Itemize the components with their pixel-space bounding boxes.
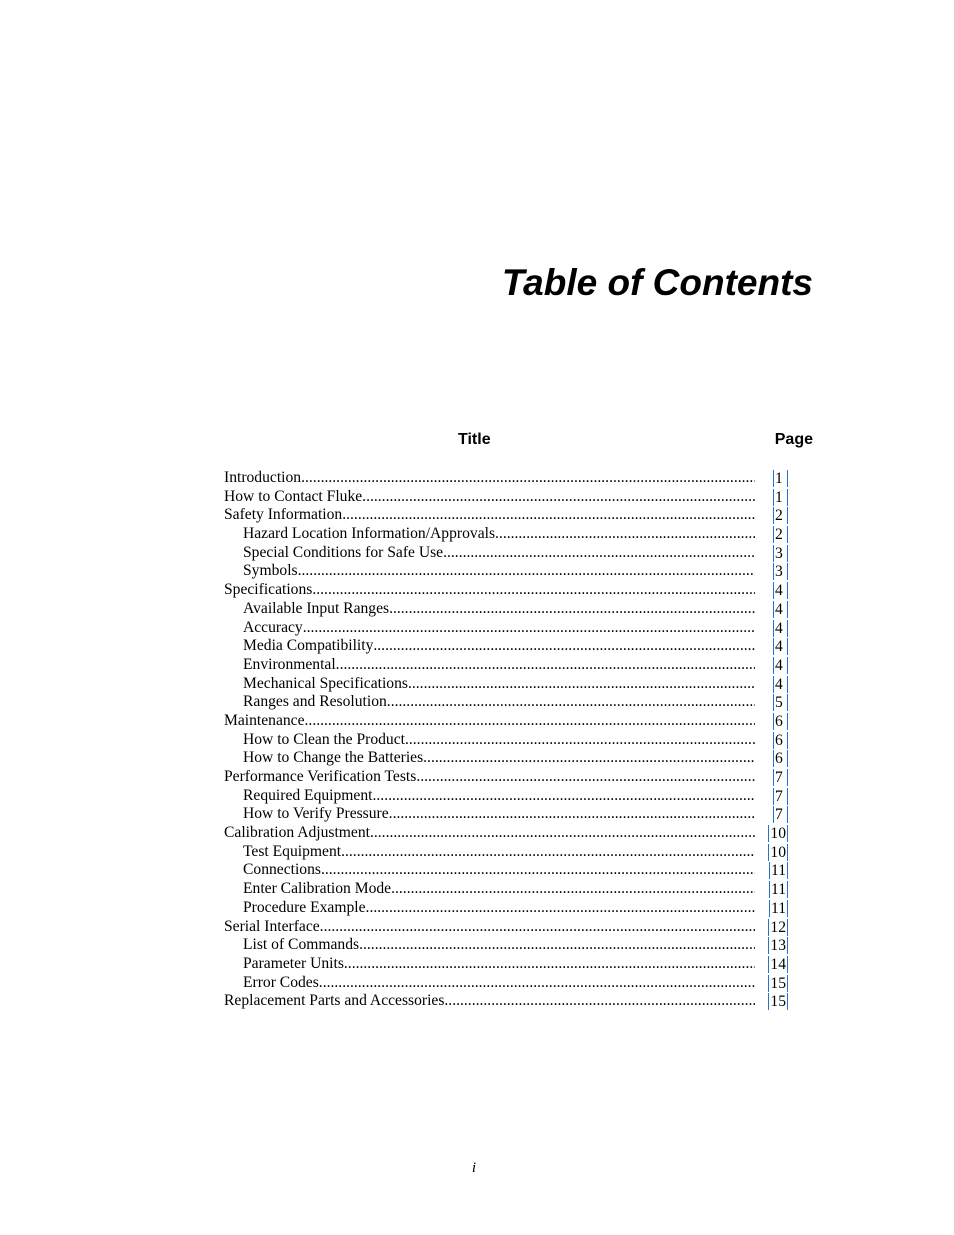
toc-entry[interactable]: [224, 600, 814, 619]
toc-entry[interactable]: [224, 562, 814, 581]
toc-entry[interactable]: [224, 861, 814, 880]
toc-page-link[interactable]: 3: [773, 545, 788, 562]
toc-entry[interactable]: [224, 749, 814, 768]
toc-entry-title[interactable]: How to Contact Fluke: [224, 487, 363, 505]
toc-page-link[interactable]: 4: [773, 676, 788, 693]
dot-leader: [320, 918, 755, 937]
dot-leader: [303, 619, 755, 638]
dot-leader: [359, 936, 755, 955]
dot-leader: [366, 899, 755, 918]
dot-leader: [298, 562, 755, 581]
toc-entry-title[interactable]: Connections: [243, 861, 321, 879]
toc-page-link[interactable]: 4: [773, 601, 788, 618]
toc-page-link[interactable]: 4: [773, 657, 788, 674]
toc-entry-title[interactable]: Specifications: [224, 581, 313, 599]
toc-entry[interactable]: [224, 955, 814, 974]
dot-leader: [301, 469, 755, 488]
toc-page-link[interactable]: 4: [773, 638, 788, 655]
toc-entry[interactable]: [224, 488, 814, 507]
dot-leader: [305, 712, 755, 731]
dot-leader: [387, 693, 755, 712]
toc-entry[interactable]: [224, 843, 814, 862]
toc-page-link[interactable]: 1: [773, 489, 788, 506]
table-of-contents: [224, 469, 814, 1011]
toc-entry-title[interactable]: List of Commands: [243, 936, 360, 954]
dot-leader: [423, 749, 755, 768]
dot-leader: [312, 581, 755, 600]
toc-entry[interactable]: [224, 469, 814, 488]
toc-page-link[interactable]: 7: [773, 788, 788, 805]
toc-entry-title[interactable]: Environmental: [243, 655, 336, 673]
toc-entry-title[interactable]: Calibration Adjustment: [224, 824, 370, 842]
dot-leader: [389, 600, 755, 619]
dot-leader: [408, 675, 755, 694]
toc-entry[interactable]: [224, 824, 814, 843]
toc-entry[interactable]: [224, 637, 814, 656]
toc-entry-title[interactable]: How to Change the Batteries: [243, 749, 424, 767]
dot-leader: [444, 992, 755, 1011]
toc-entry-title[interactable]: Introduction: [224, 469, 302, 486]
toc-entry[interactable]: [224, 544, 814, 563]
toc-entry-title[interactable]: How to Clean the Product: [243, 730, 405, 748]
dot-leader: [342, 506, 755, 525]
toc-entry-title[interactable]: Mechanical Specifications: [243, 674, 408, 692]
toc-entry-title[interactable]: Error Codes: [243, 973, 319, 991]
toc-page-link[interactable]: 4: [773, 582, 788, 599]
toc-page-link[interactable]: 11: [770, 862, 786, 880]
toc-entry-title[interactable]: Special Conditions for Safe Use: [243, 543, 444, 561]
toc-entry-title[interactable]: Performance Verification Tests: [224, 768, 417, 785]
toc-page-link[interactable]: 3: [773, 563, 788, 580]
toc-entry[interactable]: [224, 731, 814, 750]
dot-leader: [321, 861, 755, 880]
page-column-header: Page: [774, 431, 813, 448]
toc-entry-title[interactable]: Enter Calibration Mode: [243, 880, 392, 898]
toc-entry[interactable]: [224, 768, 814, 787]
toc-entry[interactable]: [224, 506, 814, 525]
toc-page-link[interactable]: 14: [770, 955, 786, 973]
toc-page-link[interactable]: 15: [770, 974, 786, 992]
dot-leader: [341, 843, 755, 862]
toc-entry[interactable]: [224, 787, 814, 806]
title-column-header: Title: [458, 431, 491, 448]
dot-leader: [416, 768, 755, 787]
dot-leader: [391, 880, 755, 899]
toc-entry[interactable]: [224, 805, 814, 824]
toc-page-link[interactable]: 5: [773, 694, 788, 711]
toc-page-link[interactable]: 12: [770, 918, 786, 936]
toc-entry-title[interactable]: Serial Interface: [224, 917, 320, 935]
dot-leader: [495, 525, 755, 544]
toc-page-link[interactable]: 4: [773, 620, 788, 637]
toc-entry-title[interactable]: Maintenance: [224, 711, 305, 729]
dot-leader: [443, 544, 755, 563]
dot-leader: [373, 637, 755, 656]
toc-page-link[interactable]: 2: [773, 526, 788, 543]
footer-page-number: i: [471, 1160, 477, 1176]
toc-page-link[interactable]: 11: [770, 899, 786, 917]
toc-page-link[interactable]: 6: [773, 732, 788, 749]
page-title: Table of Contents: [501, 262, 813, 303]
toc-entry-title[interactable]: Symbols: [243, 562, 298, 580]
toc-entry-title[interactable]: Media Compatibility: [243, 637, 374, 655]
toc-entry[interactable]: [224, 525, 814, 544]
toc-page-link[interactable]: 6: [773, 750, 788, 767]
toc-entry-title[interactable]: Parameter Units: [243, 954, 344, 972]
toc-entry-title[interactable]: Safety Information: [224, 506, 343, 524]
dot-leader: [373, 787, 755, 806]
dot-leader: [389, 805, 755, 824]
dot-leader: [319, 974, 755, 993]
toc-page-link[interactable]: 2: [773, 507, 788, 524]
toc-entry-title[interactable]: Required Equipment: [243, 786, 373, 804]
toc-entry[interactable]: [224, 992, 814, 1011]
toc-entry[interactable]: [224, 693, 814, 712]
toc-entry[interactable]: [224, 899, 814, 918]
toc-entry[interactable]: [224, 675, 814, 694]
toc-entry[interactable]: [224, 656, 814, 675]
toc-page-link[interactable]: 6: [773, 713, 788, 730]
toc-entry-title[interactable]: Hazard Location Information/Approvals: [243, 525, 496, 543]
toc-entry[interactable]: [224, 581, 814, 600]
toc-page-link[interactable]: 13: [770, 937, 786, 955]
toc-entry[interactable]: [224, 880, 814, 899]
dot-leader: [344, 955, 755, 974]
toc-entry-title[interactable]: Available Input Ranges: [243, 599, 390, 617]
dot-leader: [405, 731, 755, 750]
toc-page-link[interactable]: 7: [773, 769, 788, 786]
toc-entry-title[interactable]: Ranges and Resolution: [243, 693, 387, 711]
toc-entry[interactable]: [224, 974, 814, 993]
toc-entry[interactable]: [224, 619, 814, 638]
toc-page-link[interactable]: 10: [770, 843, 786, 861]
toc-entry-title[interactable]: How to Verify Pressure: [243, 805, 389, 823]
toc-entry-title[interactable]: Replacement Parts and Accessories: [224, 992, 445, 1010]
toc-page-link[interactable]: 7: [773, 806, 788, 823]
toc-entry-title[interactable]: Procedure Example: [243, 898, 366, 916]
toc-entry[interactable]: [224, 936, 814, 955]
toc-page-link[interactable]: 11: [770, 881, 786, 899]
toc-entry[interactable]: [224, 918, 814, 937]
dot-leader: [336, 656, 755, 675]
toc-page-link[interactable]: 10: [770, 825, 786, 843]
toc-page-link[interactable]: 1: [773, 470, 788, 487]
toc-entry-title[interactable]: Test Equipment: [243, 842, 342, 860]
toc-entry[interactable]: [224, 712, 814, 731]
toc-page-link[interactable]: 15: [770, 993, 786, 1011]
dot-leader: [362, 488, 755, 507]
dot-leader: [370, 824, 755, 843]
toc-entry-title[interactable]: Accuracy: [243, 618, 303, 636]
